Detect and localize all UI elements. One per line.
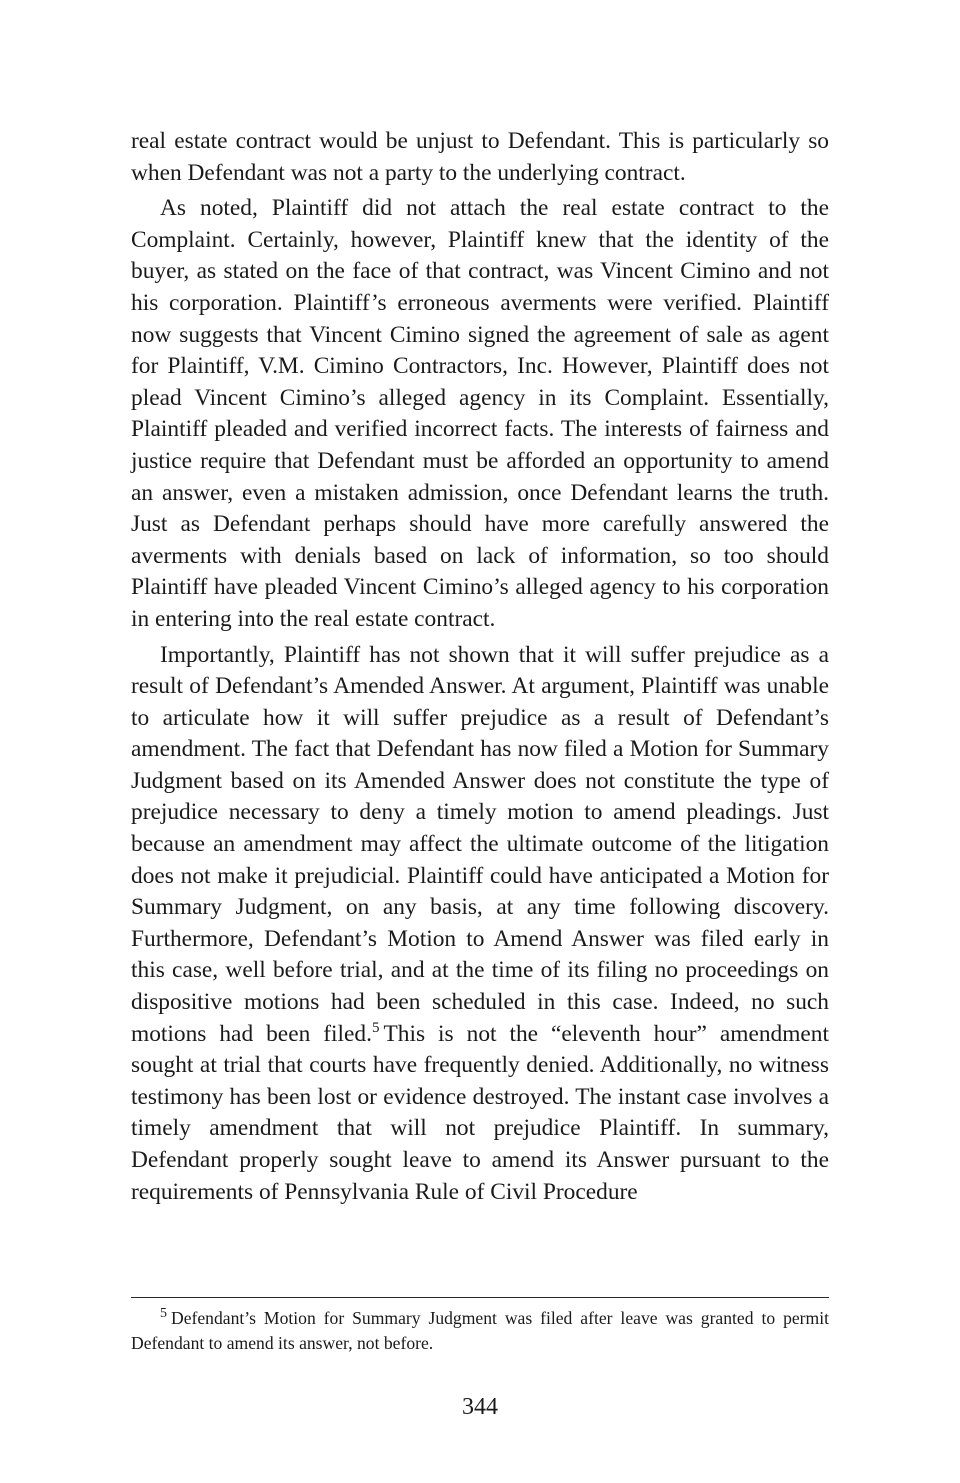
footnote <box>131 1306 829 1356</box>
body-text <box>131 126 829 1212</box>
footnote-reference[interactable]: 5 <box>371 1019 380 1036</box>
footnote-divider <box>131 1297 829 1298</box>
paragraph-3-text: Importantly, Plaintiff has not shown that it will suffer prejudice as a result of Defendant’s Amended Answer. At argument, Plaintiff was unable to articulate how it will suffer prejudice as a result of Defendant’s amendment. The fact that Defendant has now filed a Motion for Summary Judgment based on its Amended Answer does not constitute the type of prejudice necessary to deny a timely motion to amend pleadings. Just because an amendment may affect the ultimate outcome of the litigation does not make it prejudicial. Plaintiff could have anticipated a Motion for Summary Judgment, on any basis, at any time following discovery. Furthermore, Defendant’s Motion to Amend Answer was filed early in this case, well before trial, and at the time of its filing no proceedings on dispositive motions had been scheduled in this case. Indeed, no such motions had been filed. <box>131 641 829 1047</box>
paragraph-3-continuation: This is not the “eleventh hour” amendment sought at trial that courts have frequently denied. Additionally, no witness testimony has been lost or evidence destroyed. The instant case involves a timely amendment that will not prejudice Plaintiff. In summary, Defendant properly sought leave to amend its Answer pursuant to the requirements of Pennsylvania Rule of Civil Procedure <box>131 1020 829 1205</box>
paragraph-3 <box>131 640 829 1209</box>
footnote-text: Defendant’s Motion for Summary Judgment was filed after leave was granted to permit Defendant to amend its answer, not before. <box>131 1308 829 1353</box>
paragraph-2: As noted, Plaintiff did not attach the real estate contract to the Complaint. Certainly, however, Plaintiff knew that the identity of the buyer, as stated on the face of that contract, was Vincent Cimino and not his corporation. Plaintiff’s erroneous averments were verified. Plaintiff now suggests that Vincent Cimino signed the agreement of sale as agent for Plaintiff, V.M. Cimino Contractors, Inc. However, Plaintiff does not plead Vincent Cimino’s alleged agency in its Complaint. Essentially, Plaintiff pleaded and verified incorrect facts. The interests of fairness and justice require that Defendant must be afforded an opportunity to amend an answer, even a mistaken admission, once Defendant learns the truth. Just as Defendant perhaps should have more carefully answered the averments with denials based on lack of information, so too should Plaintiff have pleaded Vincent Cimino’s alleged agency to his corporation in entering into the real estate contract. <box>131 195 829 632</box>
paragraph-1: real estate contract would be unjust to Defendant. This is particularly so when Defendant was not a party to the underlying contract. <box>131 128 829 186</box>
footnote-number: 5 <box>160 1306 167 1321</box>
page-number: 344 <box>462 1394 498 1420</box>
